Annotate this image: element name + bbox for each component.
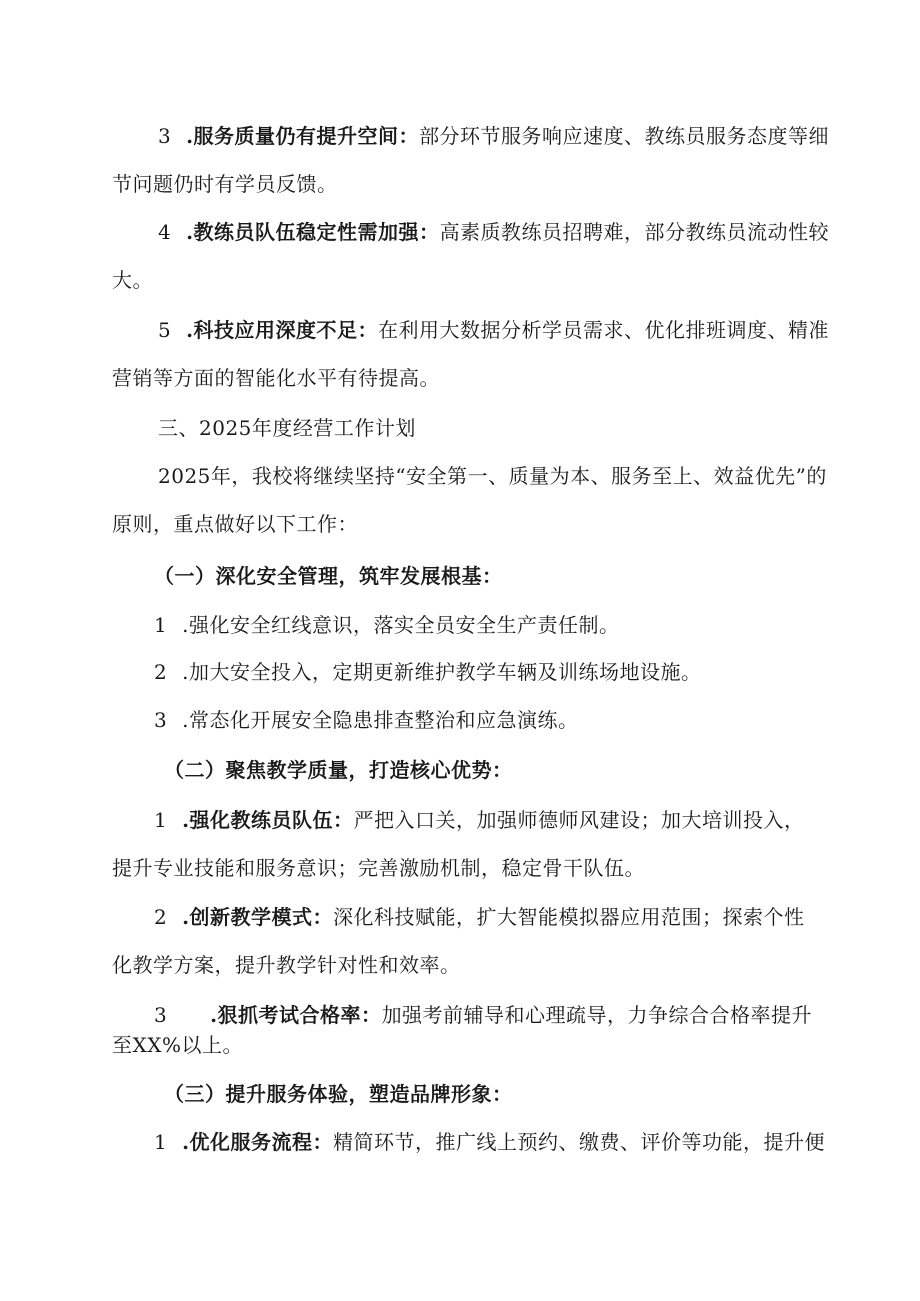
part1-item-2 [154,660,701,684]
part3-item-1-line1 [154,1130,825,1154]
item-text: 营销等方面的智能化水平有待提高。 [112,366,440,390]
item-title: .服务质量仍有提升空间： [186,124,420,148]
problem-item-5-line1 [158,318,829,342]
intro-line2: 原则，重点做好以下工作： [112,512,358,536]
item-number: 1 [154,1130,168,1154]
problem-item-3-line1 [158,124,829,148]
part2-item-1-line2: 提升专业技能和服务意识；完善激励机制，稳定骨干队伍。 [112,856,645,880]
item-number: 3 [154,708,168,732]
item-text: 严把入口关，加强师德师风建设；加大培训投入， [353,808,805,832]
item-text: 大。 [112,268,153,292]
part2-item-2-line1 [154,905,805,929]
section-heading: 三、2025年度经营工作计划 [158,416,416,440]
intro-line1: 2025年，我校将继续坚持“安全第一、质量为本、服务至上、效益优先”的 [158,464,827,488]
item-number: 3 [158,124,172,148]
part2-heading: （二）聚焦教学质量，打造核心优势： [164,758,513,782]
problem-item-3-line2 [112,172,338,196]
item-title: .科技应用深度不足： [186,318,379,342]
item-text: .常态化开展安全隐患排查整治和应急演练。 [182,708,579,732]
item-text: 在利用大数据分析学员需求、优化排班调度、精准 [378,318,830,342]
part2-item-3-line2: 至XX%以上。 [112,1033,243,1057]
item-text: 高素质教练员招聘难，部分教练员流动性较 [439,220,830,244]
part2-item-1-line1 [154,808,805,832]
item-text: 精简环节，推广线上预约、缴费、评价等功能，提升便 [333,1130,826,1154]
part3-heading: （三）提升服务体验，塑造品牌形象： [164,1082,513,1106]
part1-item-3 [154,708,578,732]
item-text: 节问题仍时有学员反馈。 [112,172,338,196]
item-number: 5 [158,318,172,342]
item-title: .优化服务流程： [182,1130,334,1154]
item-title: .教练员队伍稳定性需加强： [186,220,440,244]
item-text: 部分环节服务响应速度、教练员服务态度等细 [419,124,830,148]
item-text: 加强考前辅导和心理疏导，力争综合合格率提升 [381,1003,813,1027]
problem-item-4-line1 [158,220,829,244]
item-number: 1 [154,808,168,832]
problem-item-5-line2 [112,366,440,390]
item-number: 1 [154,613,168,637]
item-text: 深化科技赋能，扩大智能模拟器应用范围；探索个性 [333,905,805,929]
part2-item-3-line1 [154,1003,812,1027]
part2-item-2-line2: 化教学方案，提升教学针对性和效率。 [112,953,461,977]
item-title: .创新教学模式： [182,905,334,929]
part1-item-1 [154,613,619,637]
item-number: 2 [154,905,168,929]
item-text: .强化安全红线意识，落实全员安全生产责任制。 [182,613,620,637]
part1-heading: （一）深化安全管理，筑牢发展根基： [154,564,503,588]
item-number: 2 [154,660,168,684]
item-number: 4 [158,220,172,244]
item-number: 3 [154,1003,168,1027]
item-title: .狠抓考试合格率： [210,1003,382,1027]
item-title: .强化教练员队伍： [182,808,354,832]
item-text: .加大安全投入，定期更新维护教学车辆及训练场地设施。 [182,660,702,684]
problem-item-4-line2 [112,268,153,292]
